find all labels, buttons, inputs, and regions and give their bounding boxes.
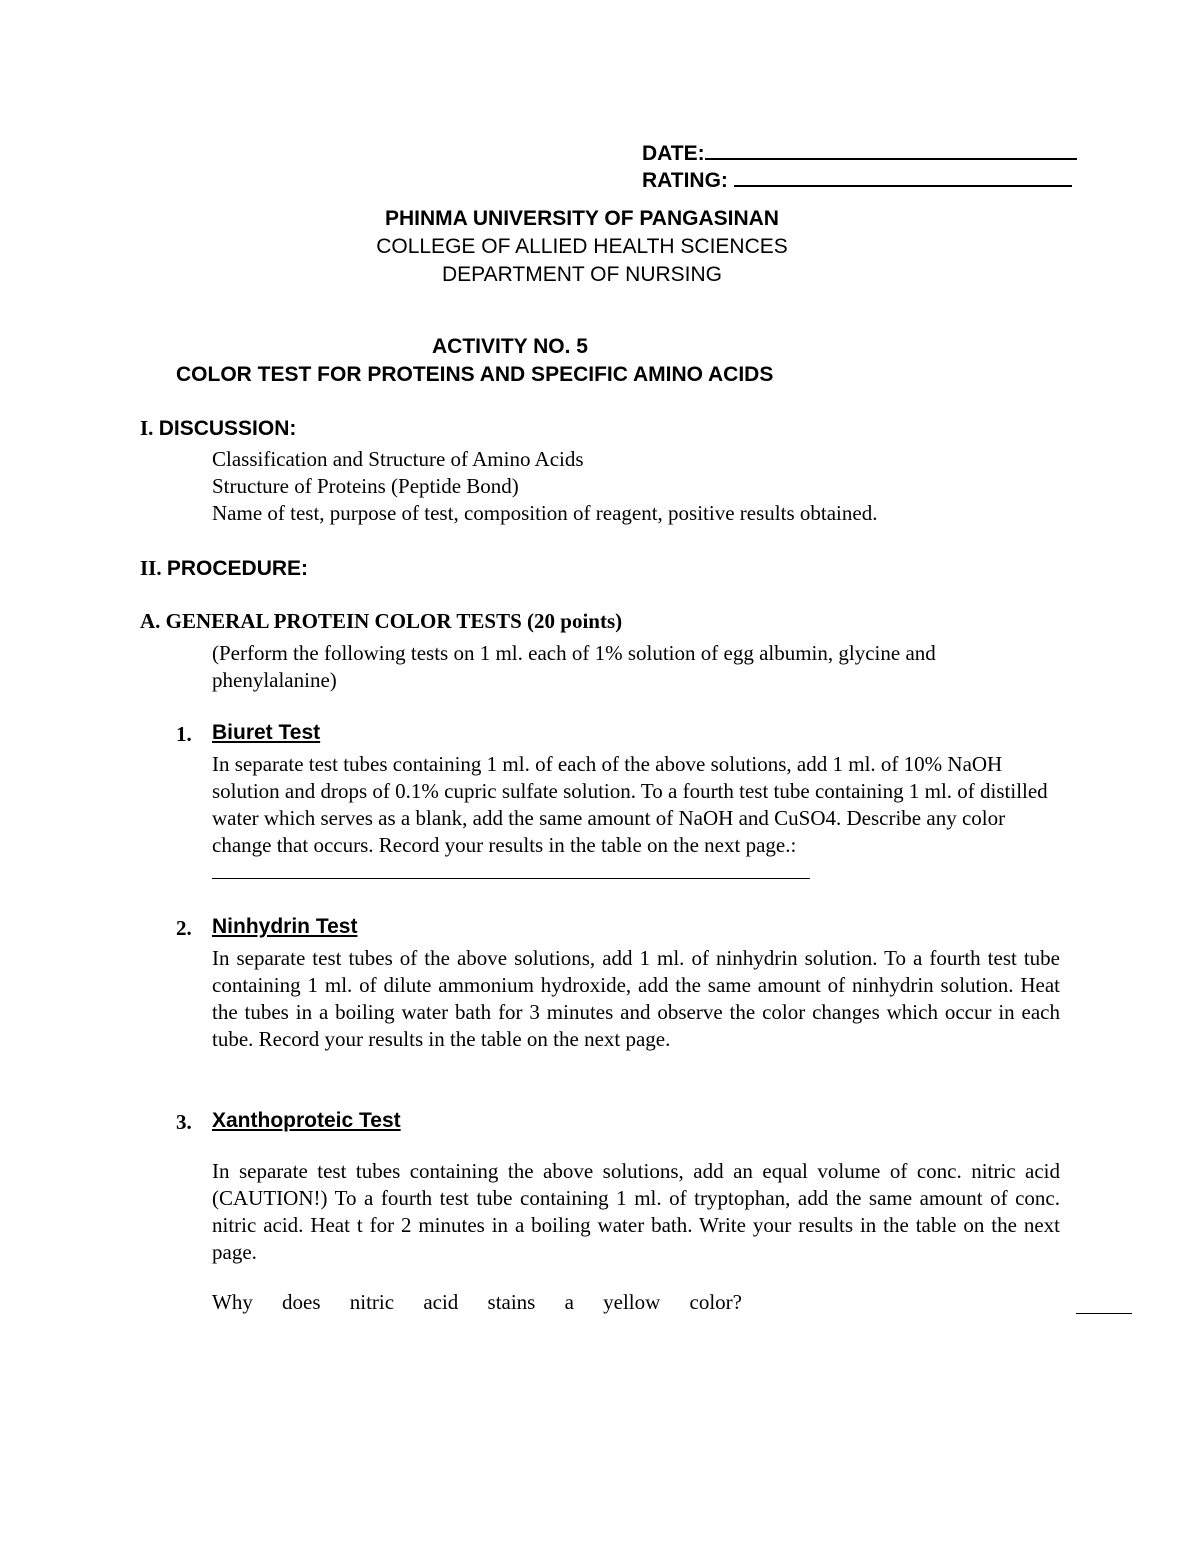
- test-text-ninhydrin: In separate test tubes of the above solutions, add 1 ml. of ninhydrin solution. To a fourth test tube containing 1 ml. of dilute ammonium hydroxide, add the same amount of ninhydrin solution. Heat the tubes in a boiling water bath for 3 minutes and observe the color changes which occur in each tube. Record your results in the table on the next page.: [212, 946, 1060, 1051]
- test-title-ninhydrin: Ninhydrin Test: [212, 915, 358, 938]
- section-a-note: phenylalanine): [212, 668, 337, 692]
- question-word: yellow: [603, 1290, 661, 1314]
- activity-title: COLOR TEST FOR PROTEINS AND SPECIFIC AMINO ACIDS: [176, 363, 774, 386]
- test-title-biuret: Biuret Test: [212, 721, 321, 744]
- rating-blank[interactable]: [734, 163, 1072, 187]
- department-name: DEPARTMENT OF NURSING: [441, 263, 723, 286]
- test-number: 2.: [176, 916, 192, 940]
- date-field: [642, 136, 1077, 166]
- procedure-numeral: II.: [140, 556, 162, 580]
- question-line: [212, 1290, 742, 1315]
- rating-label: RATING:: [642, 169, 728, 192]
- question-word: acid: [423, 1290, 459, 1314]
- procedure-heading: [140, 556, 308, 581]
- rating-field: [642, 163, 1072, 193]
- test-title-xanthoproteic: Xanthoproteic Test: [212, 1109, 401, 1132]
- date-label: DATE:: [642, 142, 705, 165]
- test-text-biuret: [212, 751, 1060, 886]
- activity-number: ACTIVITY NO. 5: [432, 335, 588, 358]
- procedure-label: PROCEDURE:: [166, 557, 309, 580]
- discussion-heading: [140, 416, 296, 441]
- discussion-item: Classification and Structure of Amino Acids: [212, 447, 584, 471]
- discussion-label: DISCUSSION:: [158, 417, 297, 440]
- question-word: a: [564, 1290, 574, 1314]
- college-name: COLLEGE OF ALLIED HEALTH SCIENCES: [376, 235, 788, 258]
- discussion-item: Structure of Proteins (Peptide Bond): [212, 474, 519, 498]
- date-blank[interactable]: [705, 136, 1077, 160]
- university-name: PHINMA UNIVERSITY OF PANGASINAN: [385, 207, 779, 230]
- question-word: color?: [689, 1290, 742, 1314]
- question-word: does: [282, 1290, 321, 1314]
- biuret-answer-blank[interactable]: [212, 860, 810, 879]
- discussion-item: Name of test, purpose of test, composition of reagent, positive results obtained.: [212, 501, 878, 525]
- section-a-heading: A. GENERAL PROTEIN COLOR TESTS (20 points): [140, 609, 623, 633]
- discussion-numeral: I.: [140, 416, 154, 440]
- question-word: stains: [487, 1290, 536, 1314]
- section-a-note: (Perform the following tests on 1 ml. each of 1% solution of egg albumin, glycine and: [212, 641, 936, 665]
- test-text-xanthoproteic: In separate test tubes containing the above solutions, add an equal volume of conc. nitric acid (CAUTION!) To a fourth test tube containing 1 ml. of tryptophan, add the same amount of conc. nitric acid. Heat t for 2 minutes in a boiling water bath. Write your results in the table on the next page.: [212, 1159, 1060, 1264]
- question-word: Why: [212, 1290, 253, 1314]
- question-answer-blank[interactable]: [1076, 1313, 1132, 1314]
- test-number: 3.: [176, 1110, 192, 1134]
- test-number: 1.: [176, 722, 192, 746]
- biuret-paragraph: In separate test tubes containing 1 ml. of each of the above solutions, add 1 ml. of 10% NaOH solution and drops of 0.1% cupric sulfate solution. To a fourth test tube containing 1 ml. of distilled water which serves as a blank, add the same amount of NaOH and CuSO4. Describe any color change that occurs. Record your results in the table on the next page.:: [212, 752, 1048, 857]
- question-word: nitric: [349, 1290, 395, 1314]
